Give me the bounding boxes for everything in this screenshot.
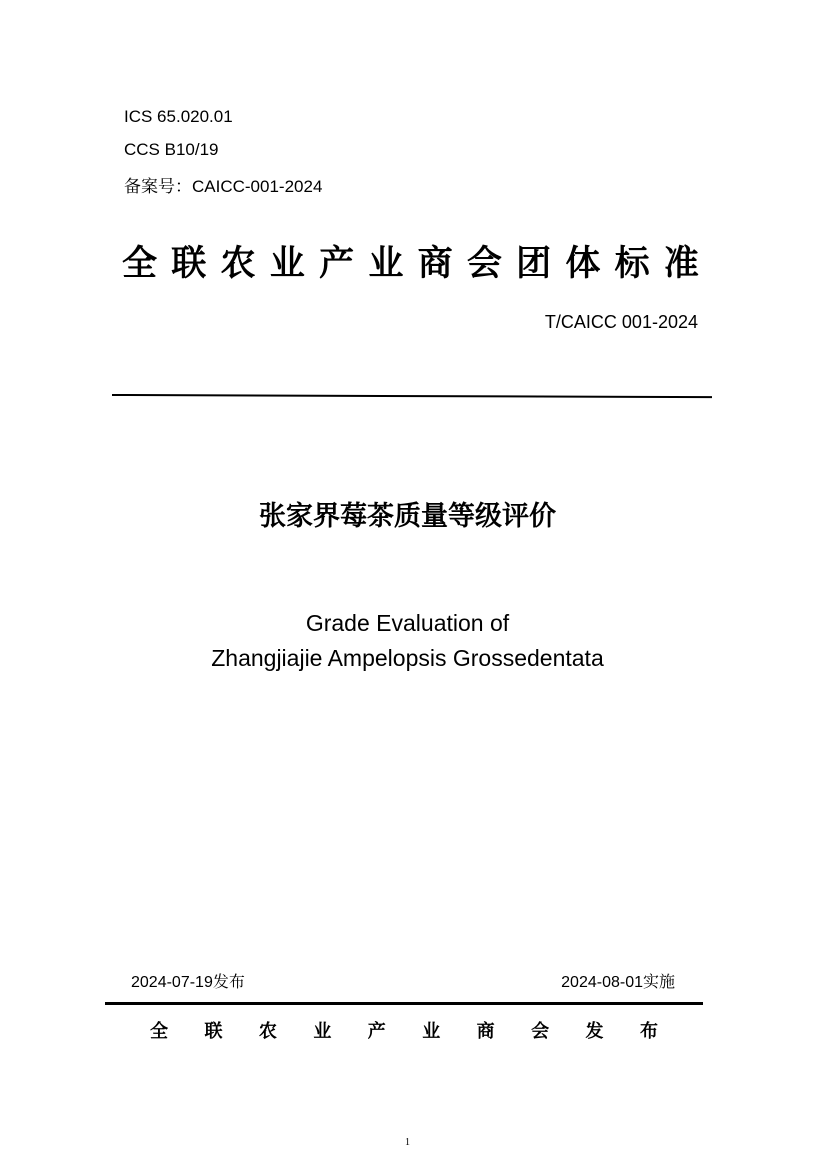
organization-standard-title xyxy=(122,236,699,286)
publisher-char: 农 xyxy=(258,1021,277,1042)
org-title-char: 产 xyxy=(319,244,355,284)
publisher-char: 商 xyxy=(476,1021,495,1042)
publisher-char: 会 xyxy=(531,1021,550,1042)
org-title-char: 业 xyxy=(368,244,404,284)
publisher xyxy=(150,1017,658,1043)
org-title-char: 准 xyxy=(663,244,699,284)
org-title-char: 商 xyxy=(417,244,453,284)
org-title-char: 全 xyxy=(122,244,158,284)
publisher-char: 布 xyxy=(639,1021,658,1042)
publisher-char: 发 xyxy=(585,1021,604,1042)
org-title-char: 标 xyxy=(614,244,650,284)
footer-divider xyxy=(105,1002,703,1005)
effective-date-value: 2024-08-01 xyxy=(561,974,643,991)
ics-code: ICS 65.020.01 xyxy=(124,107,233,126)
english-title-line-2: Zhangjiajie Ampelopsis Grossedentata xyxy=(211,645,604,671)
publish-label: 发布 xyxy=(212,972,245,991)
org-title-char: 农 xyxy=(220,244,256,284)
standard-code: T/CAICC 001-2024 xyxy=(544,312,698,332)
header-divider xyxy=(112,394,712,398)
publisher-char: 业 xyxy=(422,1021,441,1042)
org-title-char: 联 xyxy=(171,244,207,284)
org-title-char: 体 xyxy=(565,244,601,284)
ccs-code: CCS B10/19 xyxy=(124,140,219,159)
chinese-title: 张家界莓茶质量等级评价 xyxy=(259,501,556,532)
org-title-char: 团 xyxy=(516,244,552,284)
filing-number-line xyxy=(124,172,322,197)
effective-date xyxy=(561,969,675,992)
filing-number: CAICC-001-2024 xyxy=(192,177,323,196)
publisher-char: 联 xyxy=(204,1021,223,1042)
publisher-char: 业 xyxy=(313,1021,332,1042)
filing-label: 备案号： xyxy=(124,177,192,197)
publish-date-value: 2024-07-19 xyxy=(131,974,213,991)
org-title-char: 业 xyxy=(269,244,305,284)
english-title-line-1: Grade Evaluation of xyxy=(305,610,510,636)
page-number: 1 xyxy=(405,1137,410,1148)
publish-date xyxy=(131,969,245,992)
effective-label: 实施 xyxy=(642,972,675,991)
publisher-char: 产 xyxy=(367,1021,386,1042)
org-title-char: 会 xyxy=(466,244,502,284)
publisher-char: 全 xyxy=(150,1021,168,1042)
